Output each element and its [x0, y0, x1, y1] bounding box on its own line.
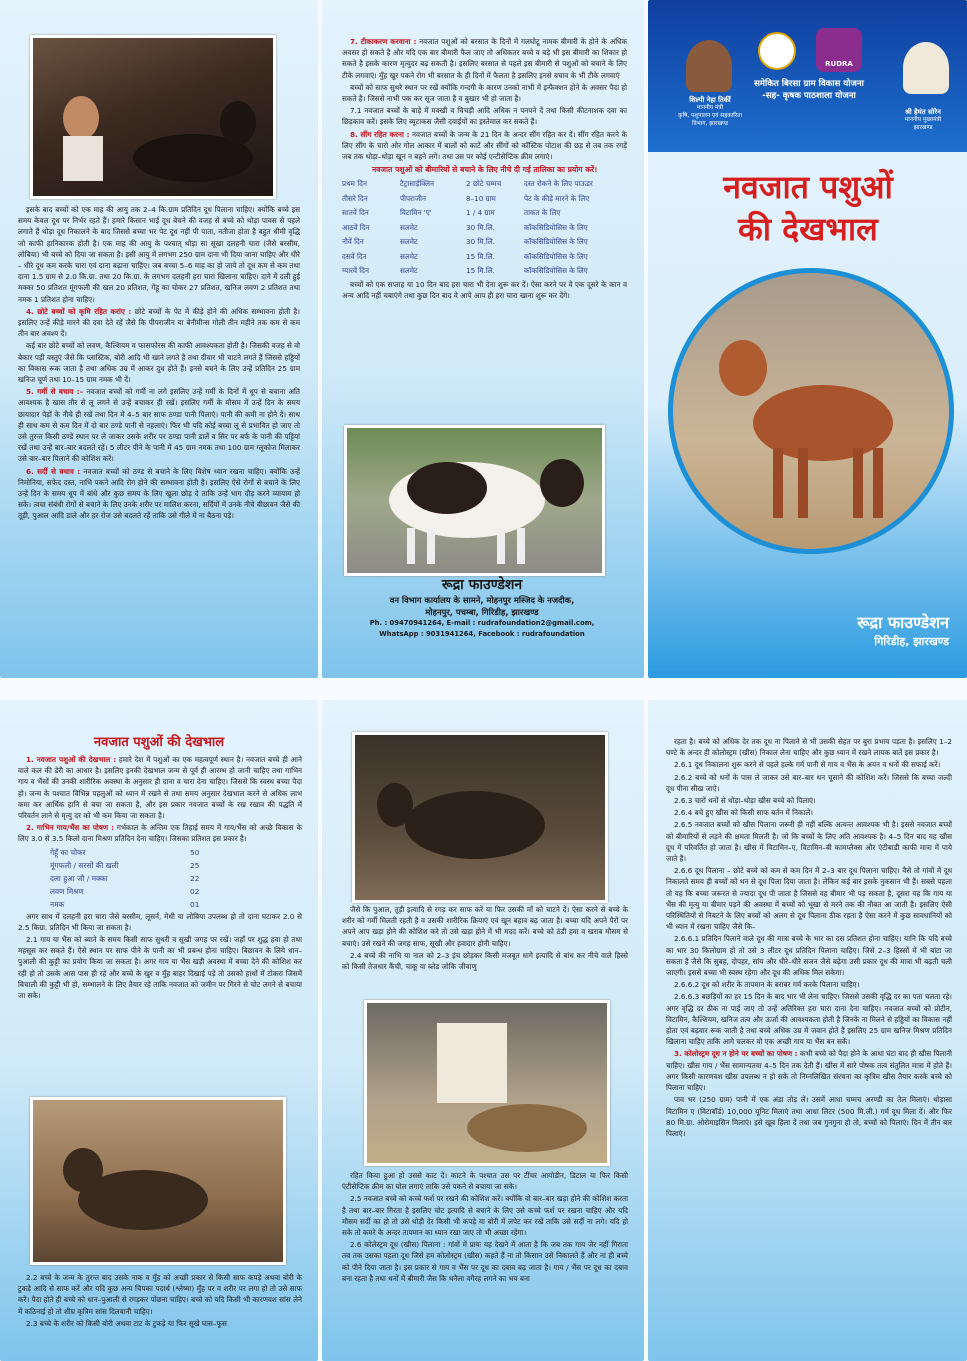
vaccination-paragraph	[342, 36, 627, 81]
ingredient-percent: 25	[190, 860, 200, 870]
newborn-care-text: हमारे देश में पशुओं का एक महत्वपूर्ण स्थान है। नवजात बच्चे ही आने वाले कल की डेरी का आधार है। इसलिए इनकी देखभाल जन्म से पूर्व ही आरम्भ हो जानी चाहिए तथा गाभिन गाय व भैंसों की उनकी शारीरिक अवस्था के अनुसार ही दाना व चारा देना चाहिए। जिससे कि स्वस्थ बच्चा पैदा हो। जन्म के पश्चात विभिन्न पहलुओं को ध्यान में रखने से तथा समय अनुसार देखभाल करने से अधिक लाभ कमा कर आर्थिक हानि से बचा जा सकता है, और इस प्रकार नवजात बच्चों के रख रखाव की पद्धति में परिवर्तन लाने से मृत्यु दर को भी कम किया जा सकता है।	[18, 755, 302, 821]
panel5-text	[342, 904, 628, 973]
step-2-6-6-3: 2.6.6.3 बछड़ियों का हर 15 दिन के बाद भार भी लेना चाहिए। जिससे उसकी वृद्धि दर का पता चलता रहे। अगर वृद्धि दर ठीक ना पाई जाए तो उन्हें अतिरिक्त हरा चारा दाना देना चाहिए। नवजात बच्चों को प्रोटीन, विटामिन, कैल्शियम, खनिज तत्व और ऊर्जा की आवश्यकता होती है जिनके ना मिलने से हड्डियों का विकास नहीं होता एवं बढ़वार रूक जाती है तथा बच्चे अधिक उम्र में जवान होते हैं इसलिए 25 ग्राम खनिज मिश्रण प्रतिदिन खिलाना चाहिए ताकि आगे चलकर वो एक अच्छी गाय या भैंस बन सकें।	[666, 992, 952, 1047]
calving-paragraph: 2.1 गाय या भैंस को ब्याने के समय किसी साफ सुथरी व सूखी जगह पर रखें। जहाँ पर शुद्ध हवा हो तथा महसूस कर सकते हैं। ऐसे स्थान पर साफ पीने के पानी का भी प्रबन्ध होना चाहिए। बिछावन के लिये धान–पुआली की कुट्टी का प्रयोग किया जा सकता है। अगर गाय या भैंस खड़ी अवस्था में बच्चा देने की कोशिश कर रही हो तो उसके आस पास ही रहे और बच्चे के खुर व मुँह बाहर दिखाई पड़े तो उसको हाथों में टोकरा जिसमें बिचाली की कुट्टी भी हो, सम्भालने के लिए तैयार रहे ताकि नवजात को जमीन पर गिरने से चोट लगने से बचाया जा सके।	[18, 935, 302, 1001]
cover-title-line-2: की देखभाल	[738, 210, 878, 248]
medicine-table-cell: 15 मि.लि.	[466, 266, 495, 276]
ingredient-name: गेहूँ का चोकर	[50, 847, 86, 857]
medicine-table-cell: सलमेट	[400, 222, 418, 232]
colostrum-intro: रहता है। बच्चे को अधिक देर तक दूध ना पिलाने से भी उसकी सेहत पर बुरा प्रभाव पड़ता है। इसलिए 1–2 घण्टे के अन्दर ही कोलोस्ट्रम (खीस) निकाल लेना चाहिए और कुछ ध्यान में रखने लायक बातें इस प्रकार है।	[666, 737, 952, 758]
cutting-paragraph: रहित किया हुआ हो उससे काट दें। काटने के पश्चात उस पर टींचर आयोडीन, डिटाल या फिर किसी एंटीसेप्टिक क्रीम का घोल लगाएं ताकि उसे पकने से बचाया जा सके।	[342, 1171, 628, 1192]
medicine-table-cell: कॉकसिडियोसिस के लिए	[524, 237, 588, 247]
cm-role-1: माननीय मुख्यमंत्री	[904, 117, 942, 123]
medicine-table-cell: आठवें दिन	[342, 222, 370, 232]
address-line-1: वन विभाग कार्यालय के सामने, मोहनपुर मस्जिद के नजदीक,	[389, 595, 575, 605]
panel4-text	[18, 754, 302, 1002]
dehorning-paragraph	[342, 129, 627, 163]
ingredient-percent: 22	[190, 873, 200, 883]
cold-paragraph	[18, 466, 300, 522]
heat-paragraph	[18, 386, 300, 464]
pregnant-nutrition-paragraph	[18, 822, 302, 844]
cm-caption	[880, 108, 966, 132]
medicine-table-cell: ताकत के लिए	[524, 208, 561, 218]
cold-heading: 6. सर्दी से बचाव :	[26, 466, 81, 476]
inside-title: नवजात पशुओं की देखभाल	[93, 735, 225, 750]
deworming-paragraph	[18, 306, 300, 340]
photo-cow	[344, 425, 605, 576]
newborn-calf-illustration	[33, 1100, 283, 1262]
after-table-paragraph: बच्चों को एक सप्ताह या 10 दिन बाद हरा चारा भी देना शुरू कर दें। ऐसा करने पर वे एक दूसरे के कान व अन्य आदि नहीं चबाएंगे तथा कुछ दिन बाद वे आपे आप ही हरा चारा खाना शुरू कर देंगे।	[342, 279, 627, 300]
medicine-table-row	[342, 221, 627, 236]
step-2-6-6: 2.6.6 दूध पिलाना – छोटे बच्चे को कम से कम दिन में 2–3 बार दूध पिलाना चाहिए। वैसे तो गांवों में दूध निकालते समय ही बच्चों को थन से दूध पिला दिया जाता है। लेकिन कई बार इसके नुकसान भी हैं। सबसे पहला तो यह कि बच्चा जरूरत से ज्यादा दूध पी जाता है जिससे वह बीमार भी पड़ सकता है, दूसरा यह कि गाय या भैंस की मृत्यु या बीमार पड़ने की अवस्था में बच्चों को भूखा से मरने तक की नौबत आ जाती है। इसलिए ऐसी परिस्थितियों से निबटने के लिए बच्चों को अलग से दूध पिलाना ठीक रहता है ऐसा करने में कुछ सावधानियों को भी ध्यान में रखना चाहिए जैसे कि–	[666, 866, 952, 932]
step-2-6-6-2: 2.6.6.2 दूध को शरीर के तापमान के बराबर गर्म करके पिलाना चाहिए।	[674, 980, 860, 990]
deworming-heading: 4. छोटे बच्चों को कृमि रहित करांए :	[26, 306, 132, 316]
address-block	[332, 576, 632, 640]
medicine-table-row	[342, 264, 627, 279]
pregnant-nutrition-heading: 2. गाभिन गाय/भैंस का पोषण :	[26, 823, 115, 833]
heat-heading: 5. गर्मी से बचाव :–	[26, 387, 84, 397]
panel-top-middle	[322, 0, 644, 678]
pregnant-nutrition-text: गर्भकाल के अन्तिम एक तिहाई समय में गाय/भैंस को अच्छे विकास के लिए 3.0 से 3.5 किलो दाना मिश्रण प्रतिदिन देना चाहिए। जिसका प्रतिशत इस प्रकार है।	[18, 823, 302, 844]
medicine-table-cell: प्रथम दिन	[342, 179, 367, 189]
salt-paragraph: कई बार छोटे बच्चों को लवण, कैल्शियम व फासफोरस की काफी आवश्यकता होती है। जिसकी वजह से वो बेकार पड़ी वस्तुएं जैसे कि प्लास्टिक, बोरी आदि भी खाने लगते है तथा दीवार भी चाटने लगते हैं जिससे हड्डियों का विकास रूक जाता है तथा अधिक उम्र में आकर दुध होते हैं। इनसे बचने के लिए उन्हें प्रतिदिन 25 ग्राम खनिज चूर्ण तथा 10–15 ग्राम नमक भी दें।	[18, 341, 300, 385]
ingredient-percent: 50	[190, 847, 200, 857]
minister-caption	[654, 96, 766, 128]
minister-role-2: कृषि, पशुपालन एवं सहकारिता	[678, 113, 742, 119]
medicine-table-row	[342, 192, 627, 207]
medicine-table-cell: पेट के कीड़े मारने के लिए	[524, 193, 590, 203]
medicine-table-cell: दसवें दिन	[342, 251, 367, 261]
panel-bottom-right	[648, 700, 967, 1361]
calf-birth-illustration	[355, 735, 605, 900]
medicine-table-cell: सलमेट	[400, 251, 418, 261]
drying-paragraph: जैसे कि पुआल, तूड़ी इत्यादि से रगड़ कर साफ करें या फिर उसकी माँ को चाटने दें। ऐसा करने से बच्चे के शरीर को गर्मी मिलती रहती है व उसकी शारीरिक क्रियाएं एवं खून बहाव बढ़ जाता है। बच्चा यदि अपने पैरों पर अपने आप खड़ा होने की कोशिश करे तो उसे खड़ा होने में भी मदद करें। बच्चे को ठंडी हवा व खराब मौसम से बचाएं। उसे रखने की जगह साफ, सूखी और हवादार होनी चाहिए।	[342, 905, 628, 948]
medicine-table-cell: 8–10 ग्राम	[466, 193, 496, 203]
newborn-care-heading: 1. नवजात पशुओं की देखभाल :	[26, 755, 117, 764]
ingredient-row	[50, 846, 302, 859]
ingredient-row	[50, 885, 302, 898]
vaccination-heading: 7. टीकाकरण करवाना :	[350, 37, 417, 46]
panel-bottom-middle	[322, 700, 644, 1361]
state-emblem	[758, 32, 796, 70]
vaccination-text: नवजात पशुओं को बरसात के दिनों में गलघोटू नामक बीमारी के होने के अधिक अवसर हो सकते है और यदि एक बार बीमारी फैल जाए तो अधिकतर बच्चे व बड़े भी इस बीमारी का शिकार हो सकते है इसके कारण मृत्युदर बढ़ सकती है। इसलिए बरसात से पहले इस बीमारी से पशुओं को बचाने के लिए टीके लगवाएं। मुँह खुर पकने रोग भी बरसात के ही दिनों में फैलता है इसलिए इनसे बचाव के भी टीके लगवाएं	[342, 37, 627, 80]
address-line-2: मोहनपुर, पचम्बा, गिरिडीह, झारखण्ड	[425, 607, 539, 617]
medicine-table-cell: विटामिन 'ए'	[400, 208, 432, 218]
step-2-6-3: 2.6.3 चारों थनों से थोड़ा–थोड़ा खीस बच्चे को पिलाएं।	[674, 796, 816, 806]
medicine-table-cell: सातवें दिन	[342, 208, 369, 218]
heat-text: नवजात बच्चों को गर्मी ना लगे इसलिए उन्हें गर्मी के दिनों में धूप से बचाना अति आवश्यक है खास तौर से लू लगने से उन्हें बचाकर ही रखें। इसलिए गर्मी के मौसम में उन्हें दिन के समय छायादार पेड़ों के नीचे ही रखें तथा दिन में 4–5 बार साफ ठण्डा पानी पिलाएं। पानी की कमी ना होने दें। साथ ही साथ कम से कम दिन में दो बार ठण्डे पानी से नहलाएं। फिर भी यदि कोई बच्चा लू से प्रभावित हो जाए तो उसे तुरन्त किसी ठण्डे स्थान पर ले जाकर उसके शरीर पर ठण्डा पानी डालें व सिर पर बर्फ के पानी की पट्टियां रखें तथा उन्हें बार–बार बदलते रहें। 5 लीटर पीने के पानी में 45 ग्राम नमक तथा 100 ग्राम ग्लूकोज मिलाकर उसे बार–बार पिलाने की कोशिश करें।	[18, 387, 300, 464]
recipe-paragraph: पाव भर (250 ग्राम) पानी में एक अंडा तोड़ लें। उसमें आधा चम्मच अरण्डी का तेल मिलाएं। थोड़ासा विटामिन ए (विटाबॉर्ड) 10,000 यूनिट मिलाएं तथा आधा लिटर (500 मि.ली.) गर्म दूध मिला दें। और फिर 80 मि.ग्रा. ओरोमाइसिन मिलाएं। इसे खूब हिला दें तथा जब गुनगुना हो तो, बच्चों को पिलाएं। दिन में तीन बार पिलाएं।	[666, 1095, 952, 1138]
minister-photo	[686, 40, 732, 92]
medicine-table-cell: सलमेट	[400, 266, 418, 276]
medicine-table-cell: 1 / 4 ग्राम	[466, 208, 495, 218]
cow-illustration	[347, 428, 602, 573]
medicine-table	[342, 177, 627, 279]
rudra-logo	[816, 28, 862, 72]
step-2-6-4: 2.6.4 बचे हुए खीस को किसी साफ बर्तन में निकालें।	[674, 808, 813, 818]
step-2-6-6-1: 2.6.6.1 प्रतिदिन पिलाने वाले दूध की मात्रा बच्चे के भार का दस प्रतिशत होना चाहिए। यानि कि यदि बच्चे का भार 30 किलोग्राम हो तो उसे 3 लीटर दूध प्रतिदिन पिलाना चाहिए। जिसे 2–3 हिस्सों में भी बांटा जा सकता है जैसे कि सुबह, दोपहर, सांय और धीरे–धीरे सजन जैसे बढ़ेगा उसी प्रकार दूध की मात्रा भी बढ़ती चली जाएगी। इससे बच्चा भी स्वस्थ रहेगा और दूध की अधिक मिल सकेगा।	[666, 934, 952, 978]
medicine-table-cell: कॉकसिडियोसिस के लिए	[524, 251, 588, 261]
medicine-table-cell: पीपराजीन	[400, 193, 427, 203]
medicine-table-cell: दस्त रोकने के लिए पाऊडर	[524, 179, 593, 189]
medicine-table-row	[342, 235, 627, 250]
man-calf-illustration	[33, 38, 273, 196]
chief-minister-photo	[903, 42, 949, 94]
rubbing-paragraph: 2.3 बच्चे के शरीर को किसी बोरी अथवा टाट के टुकड़े या फिर सूखे घास–फूस	[26, 1318, 227, 1328]
newborn-care-paragraph	[18, 754, 302, 821]
ingredient-name: लवण मिश्रण	[50, 886, 84, 896]
minister-role-3: विभाग, झारखण्ड	[691, 121, 729, 127]
artificial-colostrum-paragraph	[666, 1048, 952, 1093]
feeding-paragraph: इसके बाद बच्चों को एक माह की आयु तक 2–4 कि.ग्राम प्रतिदिन दूध पिलाना चाहिए। क्योंकि बच्चे इस समय केवल दूध पर निर्भर रहते हैं। हमारे किसान भाई दूध बेचने की वजह से बच्चे को थोड़ा पावस से पहले लगाते हैं थोड़ा दूध निकालने के बाद जिससे बच्चा भर पेट दूध नहीं पी पाता, नतीजा होता है बहुत धीमी वृद्धि जो काफी हानिकारक होती है। एक माह की आयु के पश्चात् थोड़ा सा सूखा दलहनी चारा (जैसे बरसीम, लोबिया) भी बच्चे को दिया जा सकता है। इसी आयु में लगभग 250 ग्राम दाना भी दिया जाना चाहिए और धीरे – धीरे दूध कम करके चारा एवं दाना बढ़ाना चाहिए। जब बच्चा 5–6 माह का हो जाये तो दूध कम से कम तथा दाना 1.5 ग्राम से 2.0 कि.ग्रा. तथा 20 कि.ग्रा. के लगभग दलहनी हरा चारा खिलाना चाहिए। दाने में दली हुई मक्का 50 प्रतिशत मूंगफली की खल 20 प्रतिशत, गेंहू का चोकर 27 प्रतिशत, खनिज लवण 2 प्रतिशत तथा नमक 1 प्रतिशत होना चाहिए।	[18, 205, 300, 304]
deworming-text: छोटे बच्चों के पेट में कीड़े होने की अधिक सम्भावना होती है। इसलिए उन्हें कीड़े मारने की दवा देते रहें जैसे कि पीपराजीन या बेनीमीन्स गोली तीन महीने तक कम से कम तीन बार अवश्य दें।	[18, 306, 300, 339]
panel6-text	[666, 736, 952, 1140]
ingredient-row	[50, 859, 302, 872]
ingredient-name: दला हुआ जौ / मक्का	[50, 873, 108, 883]
cover-title-line-1: नवजात पशुओं	[723, 168, 893, 206]
photo-man-with-calf	[30, 35, 276, 199]
scheme-line-2: -सह- कृषक पाठशाला योजना	[762, 91, 856, 101]
ingredient-name: नमक	[50, 899, 65, 909]
dehorning-text: नवजात बच्चों के जन्म के 21 दिन के अन्दर सींग रहित कर दें। सींग रहित करने के लिए सींग के चारो ओर गोल आकार में बालों को काटें और सींगों को कॉस्टिक पोटाश की छड़ से तब तक रगड़ें जब तक थोड़ा–थोड़ा खून न बहने लगे। तथा उस पर कोई एन्टीसेप्टिक क्रीम लगाएं।	[342, 129, 627, 162]
medicine-table-cell: कॉकसिडियोसिस के लिए	[524, 266, 588, 276]
dehorning-heading: 8. सींग रहित करना :	[350, 129, 410, 139]
step-2-6-2: 2.6.2 बच्चे को थनों के पास ले जाकर उसे बार–बार थन चूसाने की कोशिश करें। जिससे कि बच्चा जल्दी दूध पीना सीख जाऐ।	[666, 772, 952, 793]
cm-name: श्री हेमंत सोरेन	[905, 108, 941, 116]
farmer-calf-illustration	[367, 1003, 607, 1163]
cleanliness-paragraph: बच्चों को साफ सुथरे स्थान पर रखें क्योंकि गन्दगी के कारण उनको नाभी में इन्फैक्शन होने के अवसर पैदा हो सकते है। जिससे नाभी पक कर सूज जाता है व बुखार भी हो जाता है।	[342, 82, 627, 104]
panel-cover	[648, 0, 967, 678]
medicine-table-cell: नौवें दिन	[342, 237, 364, 247]
medicine-table-cell: कॉकसिडियोसिस के लिए	[524, 222, 588, 232]
photo-farmer-with-calf	[364, 1000, 610, 1166]
rudra-logo-text: RUDRA	[825, 60, 853, 68]
panel-top-left	[0, 0, 318, 678]
photo-calf-birth	[352, 732, 608, 903]
ingredient-row	[50, 872, 302, 885]
colostrum-paragraph: 2.6 कोलेस्ट्रम दूध (खीस) पिलाना : गांवों में प्रायः यह देखने में आता है कि जब तक गाय जेर नहीं गिराता तब तक उसका पहला दूध जिसे हम कोलोस्ट्रम (खीस) कहते हैं ना तो किसान उसे निकालते हैं और ना ही बच्चे को पीने दिया जाता है। इस प्रकार से गाय व भैंस पर दूध का दबाव बढ़ जाता है। गाय / भैंस पर दूध का दबाव बना रहता है तथा थनों में बीमारी जैस कि थनैला वगैरह लगने का भय बना	[342, 1240, 628, 1283]
cleaning-paragraph: 2.2 बच्चे के जन्म के तुरन्त बाद उसके नाक व मुँह को अच्छी प्रकार से किसी साफ कपड़े अथवा बोरी के टुकड़े आदि से साफ करें और यदि कुछ अन्य चिपका पदार्थ (श्लेष्मा) मुँह पर व शरीर पर लगा हो तो उसे साफ करें। पैदा होते ही बच्चे को धान–पुआली से रगड़कर पोंछना चाहिए। बच्चे को यदि किसी भी कारणवश सांस लेने में कठिनाई हो तो शीघ्र कृत्रिम सांस दिलवानी चाहिए।	[18, 1273, 302, 1316]
org-name: रूद्रा फाउण्डेशन	[441, 577, 523, 593]
cold-text: नवजात बच्चों को ठण्ड से बचाने के लिए विशेष ध्यान रखना चाहिए। क्योंकि उन्हें निमोनिया, सफेद दस्त, नाभि पकने आदि रोग होने की सम्भावना होती है। इसलिए ऐसे रोगों से बचाने के लिए उन्हें दिन के समय धूप में बांधे और कुछ समय के लिए खुला छोड़ दे ताकि उन्हें भाग दौड़ करने व्यायाम हो सके। त्वचा संबंधी रोगों से बचाने के लिए उनके शरीर पर मालिश करना, सर्दियों में उनके नीचे बीछावन जैसे की तूड़ी, पुआल आदि डाले और हर रोज उसे बदलते रहें ताकि उसे गीले में ना बैठना पड़े।	[18, 466, 300, 521]
panel5-lower-text	[342, 1170, 628, 1285]
cover-org: रूद्रा फाउण्डेशन	[857, 613, 949, 632]
ingredient-percent: 02	[190, 886, 200, 896]
navel-paragraph: 2.4 बच्चे की नाभि या नाल को 2–3 इंच छोड़कर किसी मजबूत धागे इत्यादि से बांध कर नीचे वाले हिस्से को किसी तेजधार कैंची, चाकू या ब्लेड जोकि जीवाणु	[342, 950, 628, 972]
medicine-table-cell: 15 मि.लि.	[466, 251, 495, 261]
floor-paragraph: 2.5 नवजात बच्चे को कच्चे फर्श पर रखने की कोशिश करें। क्योंकि वो बार–बार खड़ा होने की कोशिश करता है तथा बार–बार गिरता है इसलिए चोट इत्यादि से बचाने के लिए उसे कच्चे फर्श पर रखना चाहिए और यदि मौसम सर्दी का हो तो उसे थोड़ी देर किसी भी कपड़े या बोरी में लपेट कर रखें ताकि उसे सर्दी ना लगे। यदि हो सके तो कमरे के अन्दर तापमान का ध्यान रखा जाए तो भी अच्छा रहेगा।	[342, 1194, 628, 1238]
medicine-table-cell: टैट्रासाईक्लिन	[400, 179, 434, 189]
medicine-table-row	[342, 206, 627, 221]
medicine-table-cell: ग्यारवें दिन	[342, 266, 369, 276]
cover-title	[668, 166, 948, 250]
artificial-colostrum-text: कभी बच्चे को पैदा होने के आधा घंटा बाद ही खीस पिलानी चाहिए। खीस गाय / भैंस सामान्यतया 4–5 दिन तक देती हैं। खीस में सारे पोषक तत्व संतुलित मात्रा में होते हैं। अगर किसी कारणवश खीस उपलब्ध न हो सके तो निम्नलिखित संरचना का कृत्रिम खीस तैयार करके बच्चे को पिलाना चाहिए।	[666, 1049, 952, 1093]
calf-photo-circle	[668, 268, 954, 554]
step-2-6-1: 2.6.1 दूध निकालना शुरू करने से पहले हल्के गर्म पानी से गाय व भैंस के अयन व थनों की सफाई करें।	[674, 760, 941, 770]
cover-footer	[648, 590, 967, 678]
panel2-text	[342, 36, 627, 302]
medicine-table-cell: तीसरे दिन	[342, 193, 368, 203]
step-2-6-5: 2.6.5 नवजात बच्चों को खीस पिलाना जरूरी ही नहीं बल्कि अत्यन्त आवश्यक भी है। इससे नवजात बच्चों को बीमारियों से लड़ने की क्षमता मिलती है। जो कि बच्चों के लिए अति आवश्यक है। 4–5 दिन बाद यह खीस दूध में परिवर्तित हो जाता है। खीस में विटामिन–ए, विटामिन–बी कामप्लैक्स और एंटीबाडी काफी मात्रा में पाये जाते हैं।	[666, 820, 952, 864]
medicine-table-cell: 30 मि.लि.	[466, 222, 495, 232]
panel-bottom-left	[0, 700, 318, 1361]
contact-line-2: WhatsApp : 9031941264, Facebook : rudrafoundation	[379, 630, 585, 638]
panel1-text	[18, 204, 300, 523]
medicine-table-cell: सलमेट	[400, 237, 418, 247]
ingredient-percent: 01	[190, 899, 200, 909]
calf-illustration	[673, 273, 949, 549]
ingredient-list	[50, 846, 302, 911]
insect-paragraph: 7.1 नवजात बच्चों के बाड़े में मक्खी व चिचड़ी आदि अधिक न पनपने दें तथा किसी कीटनाशक दवा का छिड़काव करें। इसके लिए ब्यूटाकस जैसी दवाईयों का इस्तेमाल कर सकते हैं।	[342, 106, 627, 127]
cover-place: गिरिडीह, झारखण्ड	[874, 635, 949, 648]
medicine-table-cell: 30 मि.लि.	[466, 237, 495, 247]
scheme-line-1: समेकित बिरसा ग्राम विकास योजना	[754, 79, 864, 89]
artificial-colostrum-heading: 3. कोलोस्ट्रम दूध न होने पर बच्चों का पोषण :	[674, 1049, 798, 1059]
table-title: नवजात पशुओं को बीमारियों से बचाने के लिए नीचे दी गई तालिका का प्रयोग करें।	[371, 165, 598, 175]
minister-role-1: माननीय मंत्री	[696, 105, 724, 111]
ingredient-name: मूंगफली / सरसों की खली	[50, 860, 119, 870]
ingredient-row	[50, 898, 302, 911]
medicine-table-row	[342, 250, 627, 265]
contact-line-1: Ph. : 09470941264, E-mail : rudrafoundation2@gmail.com,	[369, 619, 595, 627]
medicine-table-row	[342, 177, 627, 192]
minister-name: शिल्पी नेहा तिर्की	[689, 96, 731, 104]
medicine-table-cell: 2 छोटे चम्मच	[466, 179, 502, 189]
photo-newborn-calf	[30, 1097, 286, 1265]
panel4-lower-text	[18, 1272, 302, 1330]
cm-role-2: झारखण्ड	[913, 125, 933, 131]
green-fodder-paragraph: अगर साथ में दलहनी हरा चारा जैसे बरसीम, लूसर्न, मेथी या लोबिया उपलब्ध हो तो दाना घटाकर 2.0 से 2.5 किग्रा. प्रतिदिन भी किया जा सकता है।	[18, 911, 302, 932]
